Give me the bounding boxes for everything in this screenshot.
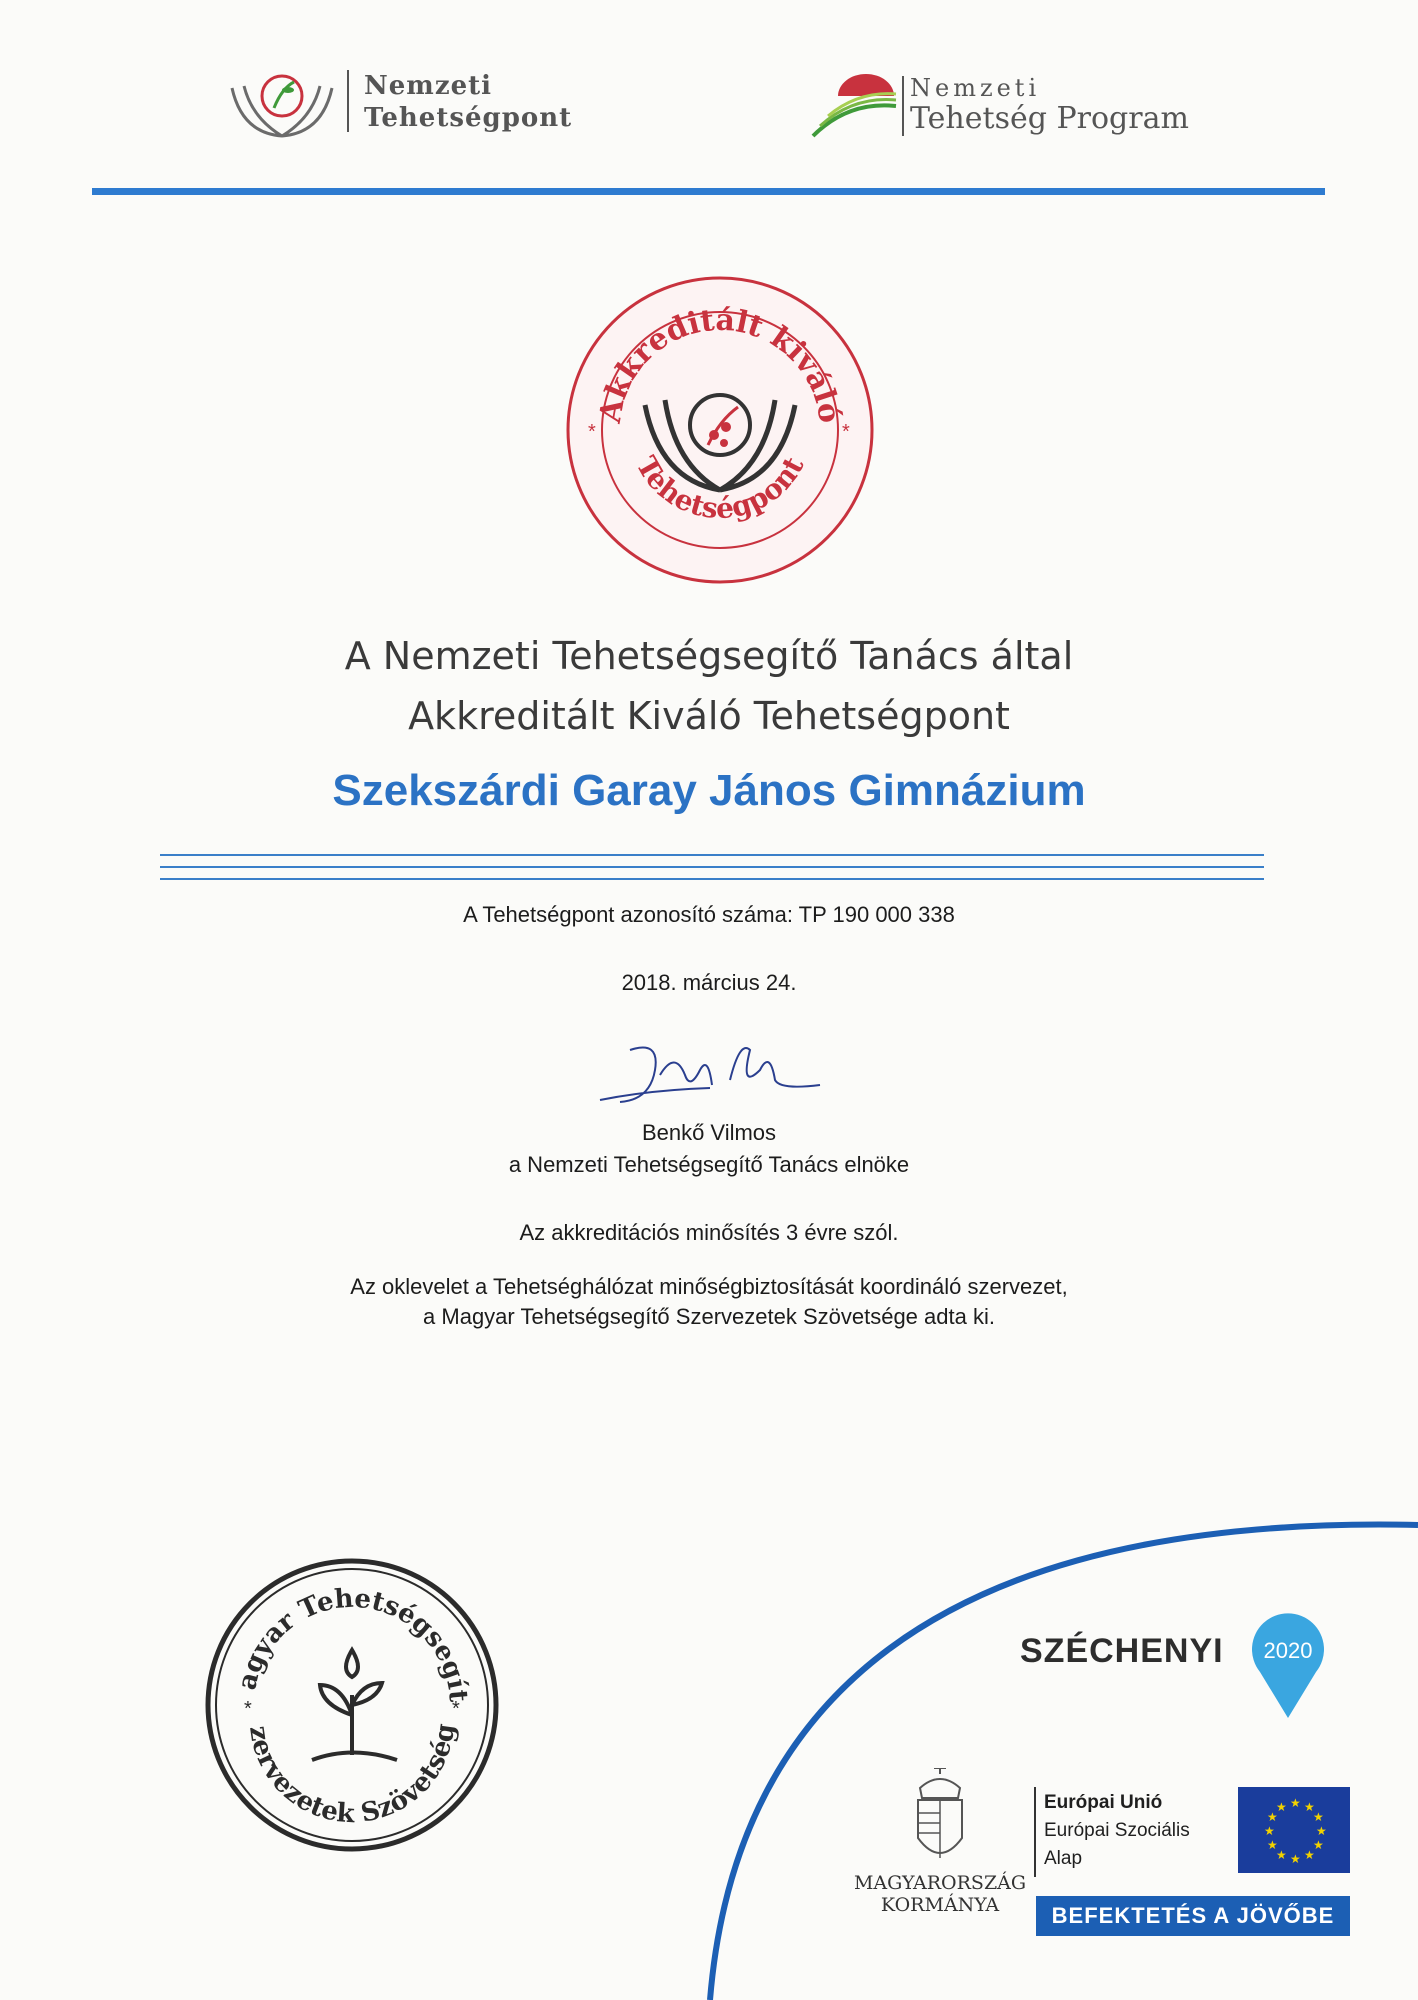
- signer-title: a Nemzeti Tehetségsegítő Tanács elnöke: [508, 1152, 910, 1177]
- divider-line-1: [160, 854, 1264, 856]
- signature: [590, 1030, 840, 1110]
- svg-text:★: ★: [1267, 1810, 1278, 1824]
- coat-of-arms-icon: [900, 1768, 980, 1868]
- government-logo: [850, 1768, 1030, 1928]
- association-seal: [202, 1555, 502, 1855]
- hands-leaf-icon: [222, 58, 342, 148]
- svg-text:*: *: [452, 1698, 460, 1720]
- svg-text:★: ★: [1313, 1838, 1324, 1852]
- logo-left-line1: Nemzeti: [364, 71, 493, 101]
- svg-text:★: ★: [1304, 1800, 1315, 1814]
- svg-text:*: *: [842, 421, 850, 443]
- eu-flag-icon: [1238, 1787, 1350, 1873]
- validity-text: Az akkreditációs minősítés 3 évre szól.: [519, 1220, 899, 1245]
- svg-text:★: ★: [1304, 1848, 1315, 1862]
- svg-text:★: ★: [1264, 1824, 1275, 1838]
- association-top-text: agyar Tehetségsegít: [232, 1583, 474, 1704]
- eu-logo: [1030, 1785, 1350, 1895]
- institution-name: Szekszárdi Garay János Gimnázium: [332, 766, 1086, 815]
- szechenyi-label: SZÉCHENYI: [1020, 1632, 1224, 1670]
- nemzeti-tehetsegpont-logo: [222, 58, 602, 148]
- sunrise-waves-icon: [808, 66, 898, 146]
- divider-line-3: [160, 878, 1264, 880]
- eu-line3: Alap: [1044, 1848, 1083, 1869]
- logo-right-line1: Nemzeti: [910, 74, 1041, 102]
- government-line2: KORMÁNYA: [880, 1894, 1000, 1916]
- eu-line2: Európai Szociális: [1044, 1820, 1190, 1841]
- logo-right-line2: Tehetség Program: [910, 101, 1189, 136]
- issuer-line1: Az oklevelet a Tehetséghálózat minőségbiztosítását koordináló szervezet,: [350, 1274, 1068, 1299]
- tehetsegpont-id: A Tehetségpont azonosító száma: TP 190 000 338: [463, 902, 955, 927]
- svg-text:*: *: [588, 421, 596, 443]
- svg-text:★: ★: [1313, 1810, 1324, 1824]
- investment-banner: BEFEKTETÉS A JÖVŐBE: [1036, 1896, 1350, 1936]
- svg-text:★: ★: [1290, 1852, 1301, 1866]
- association-bottom-text: zervezetek Szövetség: [243, 1721, 462, 1830]
- heading-line2: Akkreditált Kiváló Tehetségpont: [408, 694, 1010, 738]
- nemzeti-tehetseg-program-logo: [808, 66, 1208, 156]
- government-line1: MAGYARORSZÁG: [853, 1872, 1027, 1894]
- header-rule: [92, 188, 1325, 195]
- svg-text:★: ★: [1290, 1796, 1301, 1810]
- svg-text:*: *: [244, 1698, 252, 1720]
- map-pin-icon: [1248, 1610, 1328, 1720]
- issuer-line2: a Magyar Tehetségsegítő Szervezetek Szövetsége adta ki.: [423, 1304, 995, 1329]
- eu-line1: Európai Unió: [1044, 1792, 1163, 1813]
- svg-text:★: ★: [1316, 1824, 1327, 1838]
- svg-text:★: ★: [1276, 1848, 1287, 1862]
- svg-text:★: ★: [1276, 1800, 1287, 1814]
- heading-line1: A Nemzeti Tehetségsegítő Tanács által: [344, 634, 1074, 678]
- szechenyi-year: 2020: [1263, 1638, 1313, 1663]
- seal-top-text: Akkreditált kiváló: [592, 302, 847, 426]
- issue-date: 2018. március 24.: [621, 970, 797, 995]
- szechenyi-logo: [1020, 1610, 1340, 1730]
- divider-line-2: [160, 866, 1264, 868]
- seal-bottom-text: Tehetségpont: [629, 450, 811, 526]
- svg-text:★: ★: [1267, 1838, 1278, 1852]
- accreditation-seal: [560, 270, 880, 590]
- signer-name: Benkő Vilmos: [641, 1120, 777, 1145]
- logo-left-line2: Tehetségpont: [364, 103, 573, 133]
